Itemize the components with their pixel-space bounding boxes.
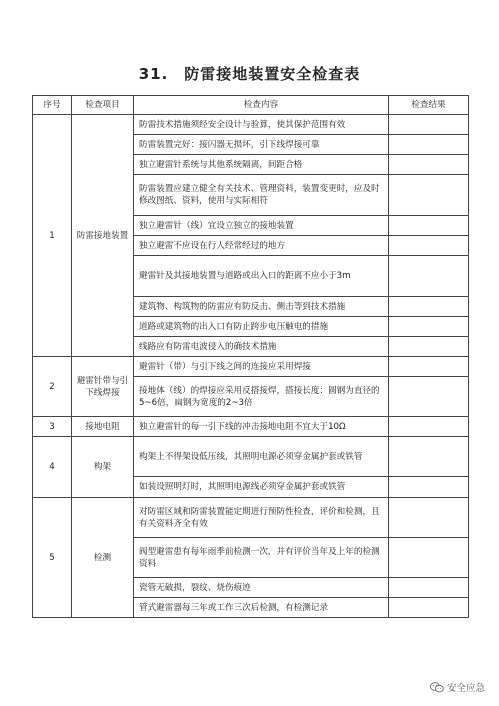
table-row — [33, 437, 469, 477]
content-cell: 防雷装置完好：接闪器无损坏，引下线焊接可靠 — [134, 135, 389, 155]
result-cell[interactable] — [389, 317, 469, 337]
content-cell: 避雷针及其接地装置与道路或出入口的距离不应小于3m — [134, 256, 389, 297]
item-cell: 构架 — [72, 437, 134, 498]
result-cell[interactable] — [389, 175, 469, 216]
result-cell[interactable] — [389, 598, 469, 618]
content-cell: 独立避雷不应设在行人经常经过的地方 — [134, 236, 389, 256]
header-content: 检查内容 — [134, 96, 389, 115]
content-cell: 构架上不得架设低压线，其照明电源必须穿金属护套或铁管 — [134, 437, 389, 477]
content-cell: 瓷管无破损，裂纹、烧伤痕迹 — [134, 578, 389, 598]
item-cell: 接地电阻 — [72, 417, 134, 437]
header-seq: 序号 — [33, 96, 72, 115]
result-cell[interactable] — [389, 236, 469, 256]
result-cell[interactable] — [389, 417, 469, 437]
result-cell[interactable] — [389, 578, 469, 598]
content-cell: 道路或建筑物的出入口有防止跨步电压触电的措施 — [134, 317, 389, 337]
content-cell: 管式避雷器每三年或工作三次后检测，有检测记录 — [134, 598, 389, 618]
seq-cell: 3 — [33, 417, 72, 437]
table-row — [33, 357, 469, 377]
result-cell[interactable] — [389, 437, 469, 477]
table-header-row — [33, 96, 469, 115]
result-cell[interactable] — [389, 357, 469, 377]
content-cell: 线路应有防雷电波侵入的确技术措施 — [134, 337, 389, 357]
page-title: 31. 防雷接地装置安全检查表 — [138, 65, 361, 83]
content-cell: 接地体（线）的焊接应采用反搭接焊，搭接长度：圆钢为直径的5~6倍，扁钢为宽度的2~3倍 — [134, 377, 389, 417]
watermark — [430, 679, 485, 695]
content-cell: 阀型避雷患有每年雨季前检测一次，并有评价当年及上年的检测资料 — [134, 538, 389, 578]
seq-cell: 1 — [33, 115, 72, 357]
result-cell[interactable] — [389, 538, 469, 578]
result-cell[interactable] — [389, 115, 469, 135]
item-cell: 避雷针带与引下线焊接 — [72, 357, 134, 417]
result-cell[interactable] — [389, 337, 469, 357]
result-cell[interactable] — [389, 377, 469, 417]
result-cell[interactable] — [389, 498, 469, 538]
content-cell: 对防雷区域和防雷装置能定期进行预防性检查，评价和检测，且有关资料齐全有效 — [134, 498, 389, 538]
watermark-text: 安全应急 — [446, 683, 485, 694]
result-cell[interactable] — [389, 135, 469, 155]
result-cell[interactable] — [389, 477, 469, 498]
seq-cell: 5 — [33, 498, 72, 618]
item-cell: 检测 — [72, 498, 134, 618]
header-result: 检查结果 — [389, 96, 469, 115]
item-cell: 防雷接地装置 — [72, 115, 134, 357]
wechat-icon — [430, 682, 444, 693]
header-item: 检查项目 — [72, 96, 134, 115]
content-cell: 防雷装置应建立健全有关技术、管理资料，装置变更时，应及时修改图纸、资料，使用与实际相符 — [134, 175, 389, 216]
content-cell: 如装设照明灯时，其照明电源线必须穿金属护套或铁管 — [134, 477, 389, 498]
result-cell[interactable] — [389, 256, 469, 297]
seq-cell: 2 — [33, 357, 72, 417]
result-cell[interactable] — [389, 297, 469, 317]
table-row — [33, 115, 469, 135]
table-row — [33, 417, 469, 437]
content-cell: 独立避雷针（线）宜设立独立的接地装置 — [134, 216, 389, 236]
content-cell: 独立避雷针的每一引下线的冲击接地电阻不宜大于10Ω — [134, 417, 389, 437]
content-cell: 避雷针（带）与引下线之间的连接应采用焊接 — [134, 357, 389, 377]
table-row — [33, 498, 469, 538]
seq-cell: 4 — [33, 437, 72, 498]
content-cell: 建筑物、构筑物的防雷应有防反击、侧击等到技术措施 — [134, 297, 389, 317]
result-cell[interactable] — [389, 216, 469, 236]
content-cell: 防雷技术措施须经安全设计与验算，使其保护范围有效 — [134, 115, 389, 135]
result-cell[interactable] — [389, 155, 469, 175]
inspection-table — [32, 95, 469, 618]
content-cell: 独立避雷针系统与其他系统隔离，间距合格 — [134, 155, 389, 175]
